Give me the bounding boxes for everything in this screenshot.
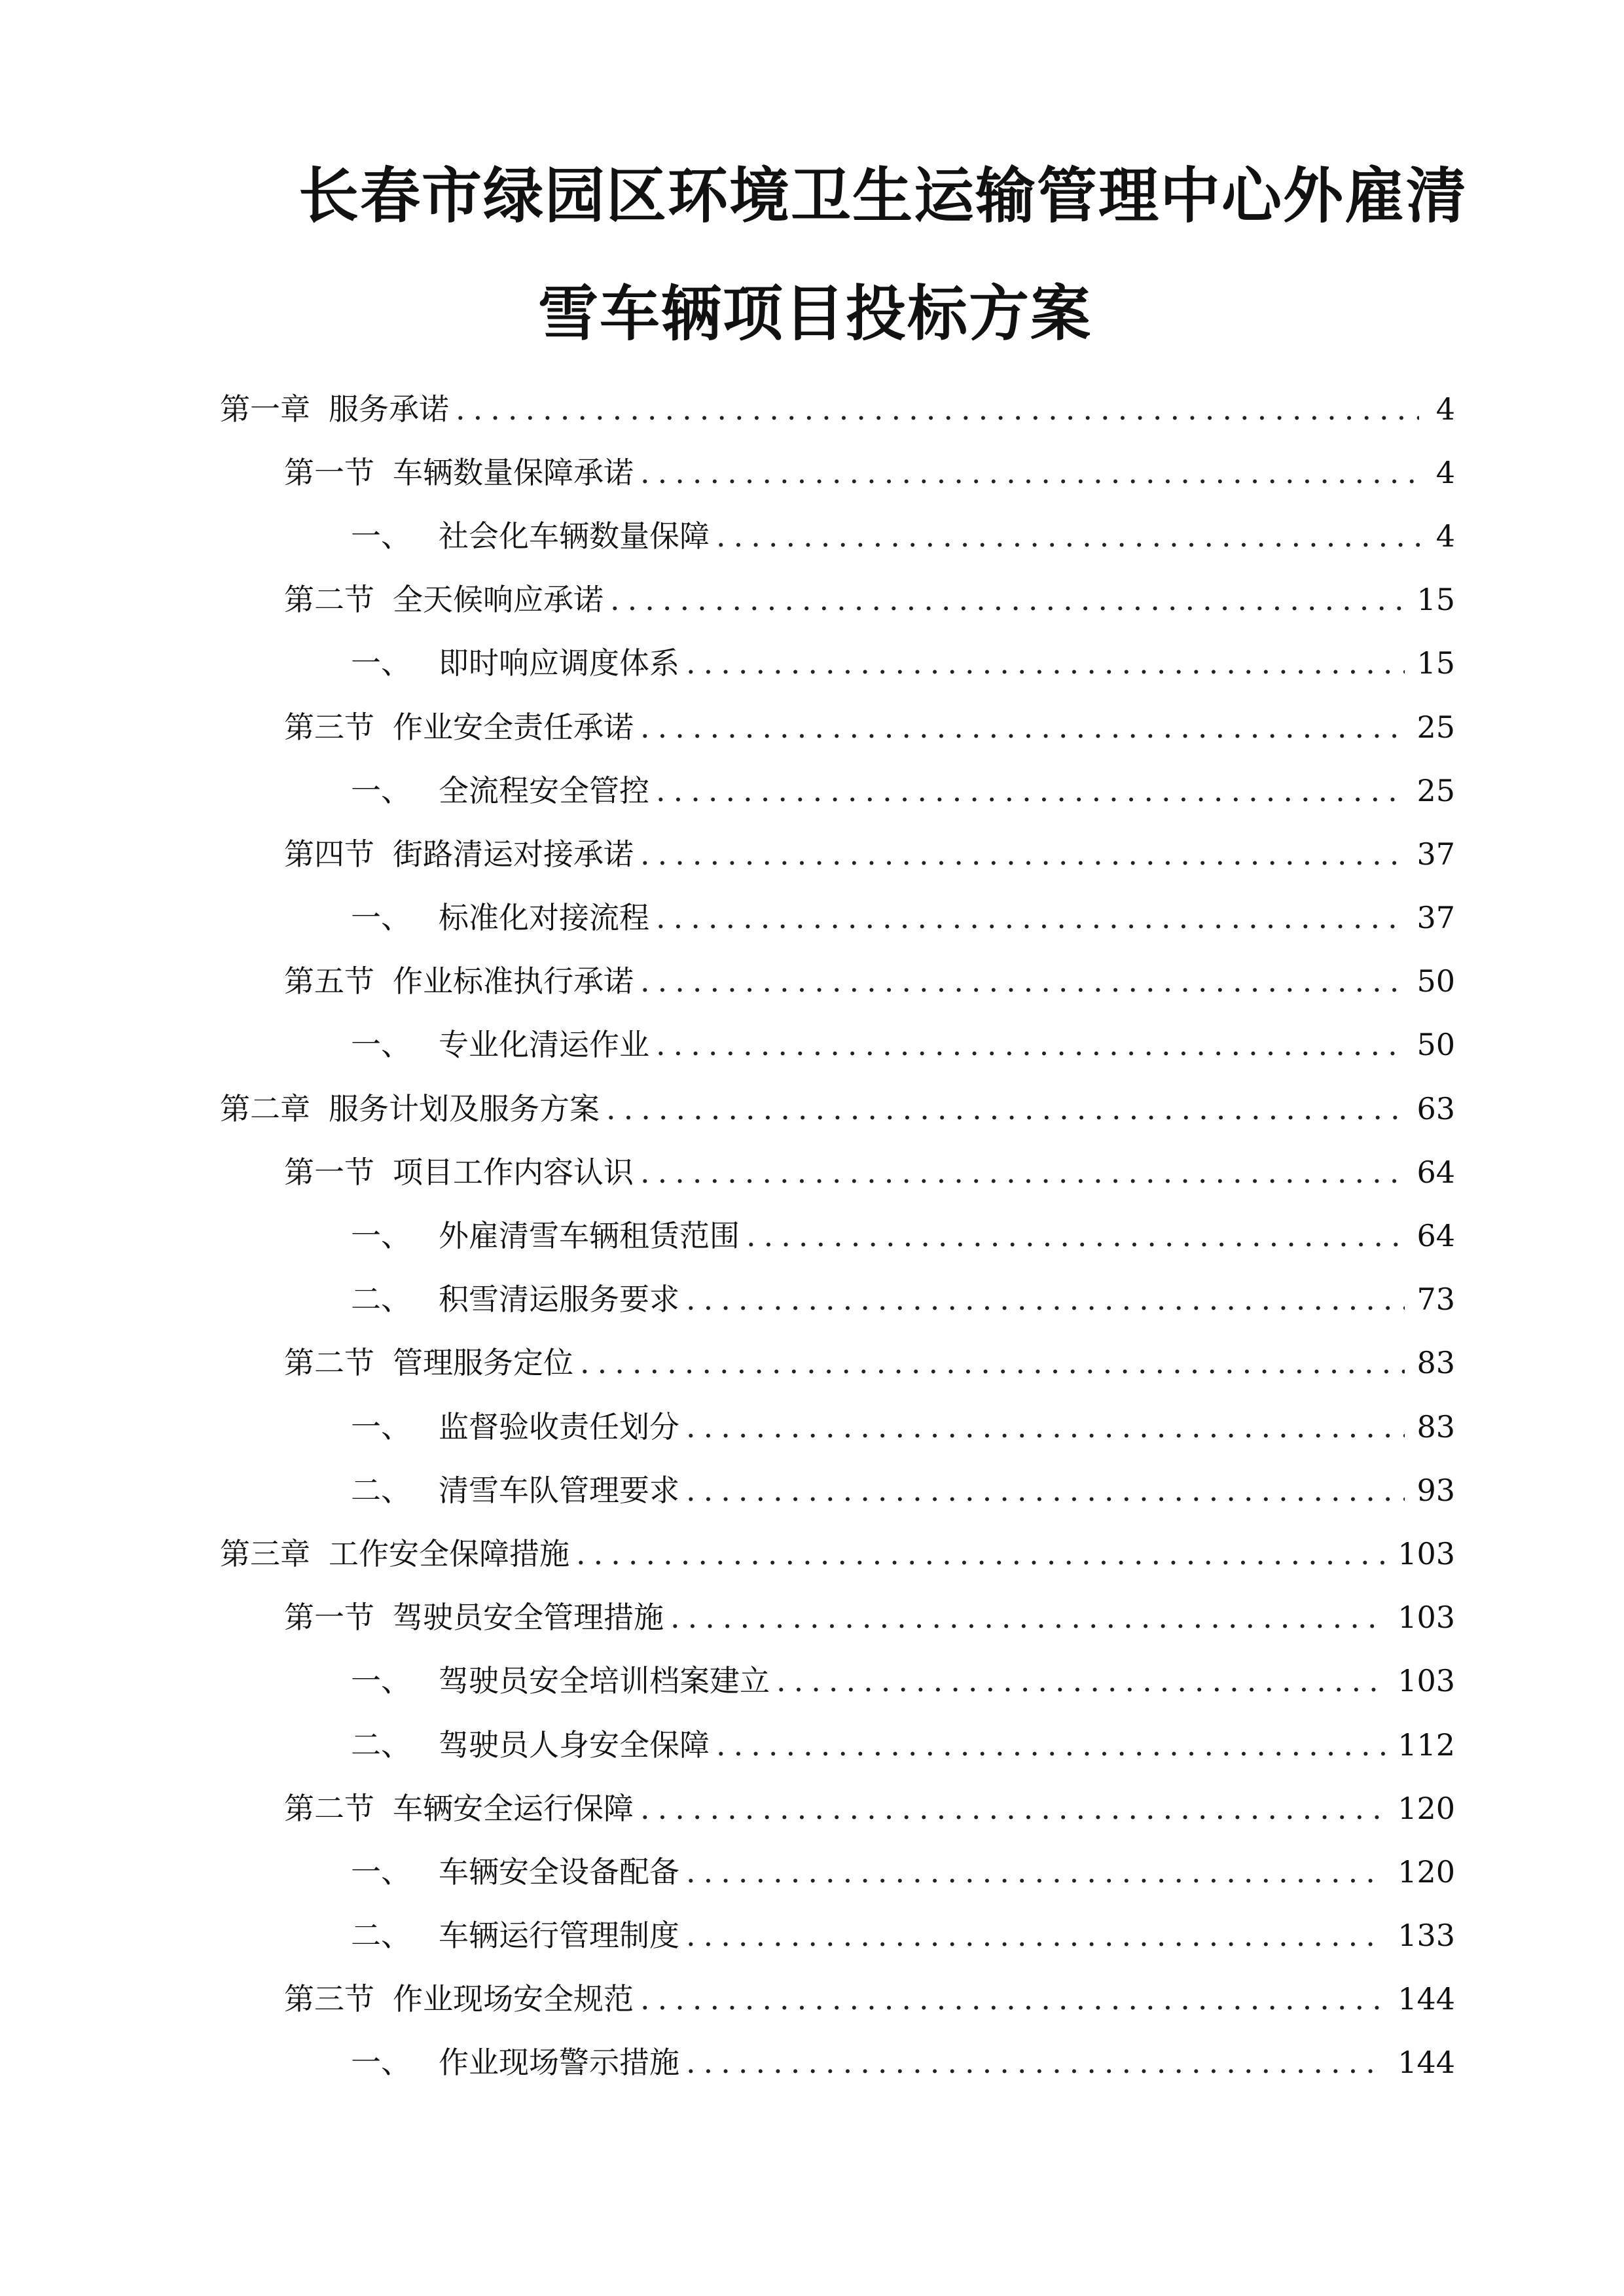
document-title-line-2: 雪车辆项目投标方案 (538, 279, 1092, 349)
toc-page-number: 64 (1416, 1218, 1455, 1254)
toc-entry[interactable] (0, 568, 1624, 632)
toc-entry-title: 服务承诺 (329, 391, 449, 427)
toc-dot-leader (686, 1916, 1386, 1955)
toc-entry-number: 第二节 (284, 1345, 374, 1381)
toc-page-number: 83 (1416, 1408, 1455, 1444)
toc-dot-leader (656, 1025, 1405, 1064)
toc-entry[interactable] (0, 1649, 1624, 1713)
toc-entry[interactable] (0, 440, 1624, 504)
toc-entry-number: 一、 (351, 1027, 411, 1063)
toc-entry[interactable] (0, 1458, 1624, 1522)
toc-entry-number: 一、 (351, 772, 411, 808)
toc-dot-leader (686, 1280, 1405, 1319)
toc-dot-leader (716, 1725, 1386, 1765)
toc-dot-leader (640, 1979, 1386, 2018)
toc-entry[interactable] (0, 377, 1624, 440)
toc-page-number: 64 (1416, 1154, 1455, 1190)
toc-entry-number: 第三节 (284, 709, 374, 745)
toc-entry[interactable] (0, 1967, 1624, 2031)
toc-entry-number: 一、 (351, 900, 411, 936)
toc-dot-leader (606, 1089, 1405, 1128)
toc-entry-title: 专业化清运作业 (439, 1027, 649, 1063)
toc-page-number: 4 (1435, 454, 1455, 490)
toc-entry-number: 第四节 (284, 836, 374, 872)
toc-entry-number: 二、 (351, 1918, 411, 1954)
toc-entry-title: 全天候响应承诺 (393, 582, 604, 618)
toc-entry-number: 第一章 (220, 391, 310, 427)
toc-dot-leader (746, 1216, 1405, 1255)
toc-entry-number: 一、 (351, 2045, 411, 2081)
toc-entry[interactable] (0, 2031, 1624, 2094)
toc-dot-leader (686, 643, 1405, 683)
toc-entry[interactable] (0, 504, 1624, 567)
toc-entry-title: 作业现场警示措施 (439, 2045, 679, 2081)
toc-entry[interactable] (0, 1904, 1624, 1967)
toc-entry-title: 全流程安全管控 (439, 772, 649, 808)
toc-entry-title: 作业标准执行承诺 (393, 963, 634, 999)
toc-entry[interactable] (0, 1077, 1624, 1140)
toc-entry[interactable] (0, 695, 1624, 759)
toc-page-number: 93 (1416, 1472, 1455, 1508)
toc-entry-number: 二、 (351, 1282, 411, 1318)
toc-entry[interactable] (0, 950, 1624, 1013)
toc-entry-title: 驾驶员人身安全保障 (439, 1727, 710, 1763)
toc-page-number: 15 (1416, 582, 1455, 618)
toc-entry-title: 车辆运行管理制度 (439, 1918, 679, 1954)
toc-entry-number: 第三节 (284, 1981, 374, 2017)
toc-entry-number: 一、 (351, 1854, 411, 1890)
toc-page-number: 103 (1398, 1663, 1455, 1699)
toc-entry-title: 标准化对接流程 (439, 900, 649, 936)
toc-page-number: 120 (1398, 1854, 1455, 1890)
toc-dot-leader (656, 898, 1405, 937)
toc-page-number: 83 (1416, 1345, 1455, 1381)
toc-entry[interactable] (0, 1395, 1624, 1458)
toc-entry-title: 社会化车辆数量保障 (439, 518, 710, 554)
toc-dot-leader (640, 453, 1424, 492)
toc-entry-title: 作业现场安全规范 (393, 1981, 634, 2017)
toc-page-number: 103 (1398, 1600, 1455, 1636)
toc-entry-title: 外雇清雪车辆租赁范围 (439, 1218, 740, 1254)
toc-entry-title: 管理服务定位 (393, 1345, 573, 1381)
toc-entry[interactable] (0, 759, 1624, 822)
toc-dot-leader (456, 389, 1419, 429)
toc-page-number: 15 (1416, 645, 1455, 681)
toc-entry-number: 第一节 (284, 1154, 374, 1190)
toc-page-number: 73 (1416, 1282, 1455, 1318)
toc-page-number: 120 (1398, 1790, 1455, 1826)
toc-page-number: 103 (1398, 1535, 1455, 1571)
toc-entry-number: 第五节 (284, 963, 374, 999)
toc-dot-leader (686, 1407, 1405, 1446)
toc-page-number: 4 (1435, 391, 1455, 427)
toc-entry-number: 一、 (351, 1408, 411, 1444)
toc-dot-leader (686, 2043, 1386, 2082)
toc-entry[interactable] (0, 822, 1624, 886)
toc-entry-number: 二、 (351, 1472, 411, 1508)
toc-dot-leader (656, 771, 1405, 810)
toc-page-number: 37 (1416, 900, 1455, 936)
toc-entry[interactable] (0, 1840, 1624, 1903)
toc-page-number: 50 (1416, 963, 1455, 999)
toc-page-number: 25 (1416, 709, 1455, 745)
toc-entry-title: 工作安全保障措施 (329, 1535, 569, 1571)
toc-page-number: 144 (1398, 2045, 1455, 2081)
toc-entry-number: 第一节 (284, 454, 374, 490)
toc-entry[interactable] (0, 1268, 1624, 1331)
toc-entry-title: 驾驶员安全管理措施 (393, 1600, 664, 1636)
toc-entry-number: 第一节 (284, 1600, 374, 1636)
toc-page-number: 112 (1398, 1727, 1455, 1763)
toc-entry-number: 一、 (351, 1663, 411, 1699)
toc-page-number: 37 (1416, 836, 1455, 872)
toc-page-number: 133 (1398, 1918, 1455, 1954)
toc-entry-title: 驾驶员安全培训档案建立 (439, 1663, 770, 1699)
toc-dot-leader (686, 1852, 1386, 1892)
toc-dot-leader (686, 1471, 1405, 1510)
toc-entry[interactable] (0, 886, 1624, 950)
toc-entry[interactable] (0, 1204, 1624, 1267)
toc-entry-title: 积雪清运服务要求 (439, 1282, 679, 1318)
toc-dot-leader (610, 580, 1405, 619)
toc-entry-title: 即时响应调度体系 (439, 645, 679, 681)
table-of-contents (0, 377, 1624, 2094)
toc-dot-leader (640, 961, 1405, 1001)
toc-dot-leader (640, 708, 1405, 747)
toc-entry-title: 作业安全责任承诺 (393, 709, 634, 745)
toc-entry[interactable] (0, 632, 1624, 695)
toc-page-number: 144 (1398, 1981, 1455, 2017)
toc-dot-leader (580, 1343, 1405, 1382)
toc-page-number: 63 (1416, 1090, 1455, 1126)
toc-entry-title: 监督验收责任划分 (439, 1408, 679, 1444)
toc-dot-leader (640, 1153, 1405, 1192)
toc-entry-number: 第三章 (220, 1535, 310, 1571)
toc-entry[interactable] (0, 1331, 1624, 1395)
toc-entry[interactable] (0, 1140, 1624, 1204)
toc-entry[interactable] (0, 1522, 1624, 1585)
toc-dot-leader (670, 1598, 1386, 1637)
toc-entry[interactable] (0, 1713, 1624, 1776)
toc-entry-number: 第二节 (284, 1790, 374, 1826)
toc-entry-number: 第二节 (284, 582, 374, 618)
toc-entry-title: 街路清运对接承诺 (393, 836, 634, 872)
toc-entry-number: 第二章 (220, 1090, 310, 1126)
toc-entry-title: 车辆数量保障承诺 (393, 454, 634, 490)
toc-dot-leader (576, 1534, 1386, 1573)
toc-entry-number: 一、 (351, 518, 411, 554)
toc-entry-title: 车辆安全运行保障 (393, 1790, 634, 1826)
toc-dot-leader (640, 834, 1405, 874)
document-title-line-1: 长春市绿园区环境卫生运输管理中心外雇清 (298, 161, 1468, 231)
toc-entry-title: 项目工作内容认识 (393, 1154, 634, 1190)
toc-entry-number: 二、 (351, 1727, 411, 1763)
toc-entry-title: 服务计划及服务方案 (329, 1090, 600, 1126)
toc-entry[interactable] (0, 1776, 1624, 1840)
toc-entry-title: 清雪车队管理要求 (439, 1472, 679, 1508)
toc-page-number: 4 (1435, 518, 1455, 554)
toc-entry-title: 车辆安全设备配备 (439, 1854, 679, 1890)
toc-page-number: 50 (1416, 1027, 1455, 1063)
toc-entry-number: 一、 (351, 645, 411, 681)
toc-entry-number: 一、 (351, 1218, 411, 1254)
toc-entry[interactable] (0, 1013, 1624, 1077)
toc-page-number: 25 (1416, 772, 1455, 808)
toc-dot-leader (716, 516, 1424, 556)
toc-dot-leader (776, 1661, 1386, 1700)
toc-entry[interactable] (0, 1586, 1624, 1649)
toc-dot-leader (640, 1789, 1386, 1828)
